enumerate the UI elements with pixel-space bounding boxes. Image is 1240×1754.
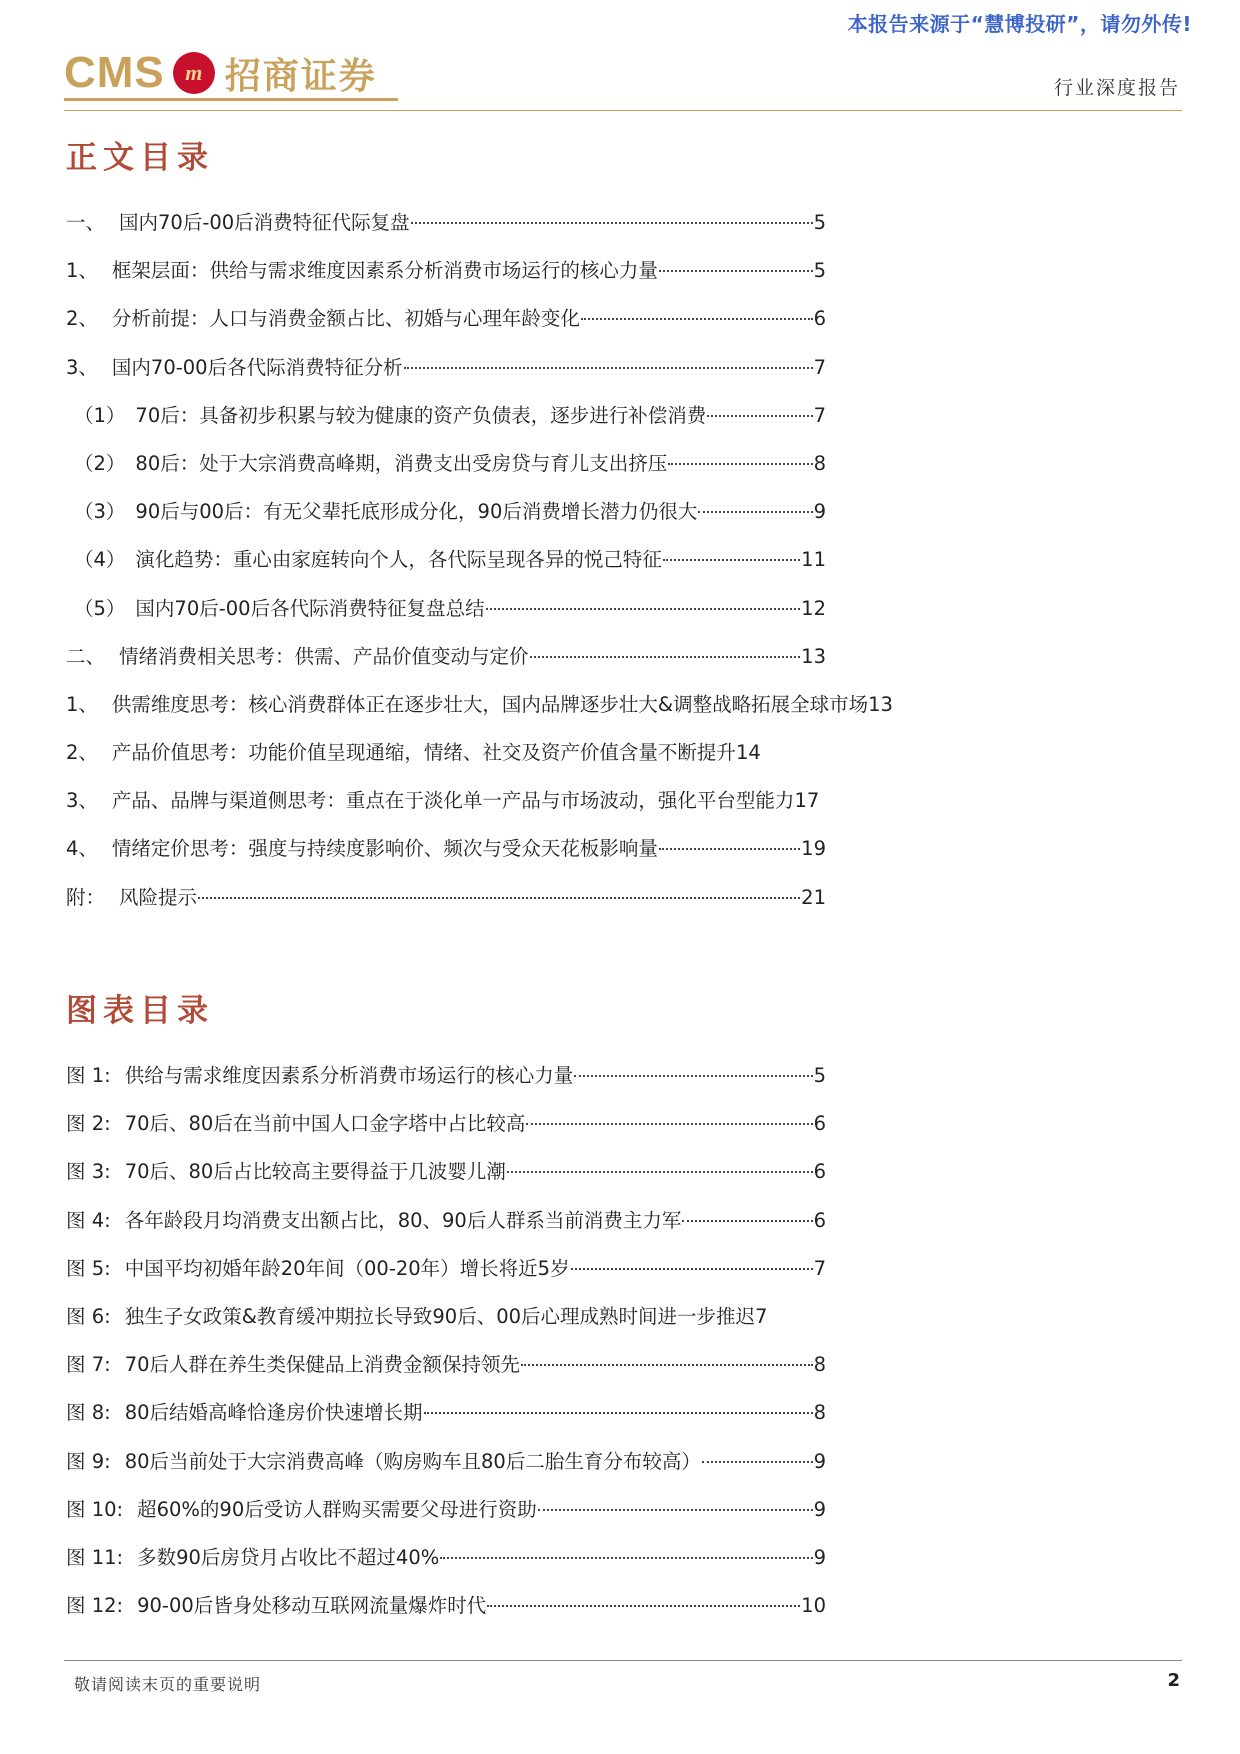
dot-leader [530, 656, 801, 658]
toc-entry[interactable] [66, 874, 826, 922]
toc-entry-page: 12 [801, 596, 826, 620]
figure-entry-page: 9 [813, 1497, 826, 1521]
figure-entry-page: 6 [813, 1208, 826, 1232]
toc-entry[interactable] [66, 681, 893, 729]
toc-entry-number: （5） [74, 596, 126, 620]
figure-entry-number: 图 11: [66, 1545, 124, 1569]
figure-entry-number: 图 4: [66, 1208, 111, 1232]
figure-entry-number: 图 6: [66, 1304, 111, 1328]
logo-chinese: 招商证券 [224, 55, 377, 97]
figure-entry-number: 图 10: [66, 1497, 124, 1521]
figure-entry-number: 图 2: [66, 1112, 111, 1136]
figure-entry[interactable] [66, 1534, 826, 1582]
toc-entry-number: 3、 [66, 789, 98, 813]
toc-entry-page: 8 [813, 451, 826, 475]
dot-leader [659, 270, 813, 272]
toc-entry-page: 7 [813, 355, 826, 379]
dot-leader [521, 1364, 813, 1366]
figure-entry-number: 图 12: [66, 1594, 124, 1618]
dot-leader [526, 1123, 812, 1125]
figure-entry-number: 图 8: [66, 1401, 111, 1425]
dot-leader [571, 1268, 813, 1270]
company-logo [64, 46, 377, 100]
dot-leader [702, 1461, 813, 1463]
toc-entry-page: 17 [794, 789, 820, 813]
dot-leader [486, 608, 801, 610]
toc-entry-page: 6 [813, 307, 826, 331]
figure-entry[interactable] [66, 1245, 826, 1293]
toc-entry-page: 7 [813, 403, 826, 427]
toc-entry[interactable] [66, 199, 826, 247]
toc-entry[interactable] [66, 440, 826, 488]
toc-entry-number: 4、 [66, 837, 98, 861]
toc-entry-page: 13 [801, 644, 826, 668]
figure-entry-number: 图 7: [66, 1353, 111, 1377]
toc-entry[interactable] [66, 825, 826, 873]
figure-entry-number: 图 3: [66, 1160, 111, 1184]
page-number: 2 [1167, 1670, 1180, 1691]
figure-entry-number: 图 9: [66, 1449, 111, 1473]
figure-entry-text: 80后当前处于大宗消费高峰（购房购车且80后二胎生育分布较高） [124, 1449, 701, 1473]
figure-entry[interactable] [66, 1100, 826, 1148]
dot-leader [659, 848, 800, 850]
figure-entry[interactable] [66, 1052, 826, 1100]
dot-leader [581, 318, 813, 320]
toc-entry-page: 14 [735, 741, 761, 765]
toc-entry-page: 9 [813, 500, 826, 524]
toc-entry-number: （1） [74, 403, 126, 427]
toc-entry[interactable] [66, 729, 826, 777]
toc-entry-text: 国内70后-00后消费特征代际复盘 [119, 211, 410, 234]
figure-entry[interactable] [66, 1582, 826, 1630]
figure-entry-text: 70后、80后在当前中国人口金字塔中占比较高 [124, 1112, 526, 1136]
toc-entry-text: 产品价值思考：功能价值呈现通缩，情绪、社交及资产价值含量不断提升 [111, 741, 736, 765]
figure-entry-page: 6 [813, 1160, 826, 1184]
toc-entry-text: 分析前提：人口与消费金额占比、初婚与心理年龄变化 [111, 307, 580, 331]
toc-entry-text: 风险提示 [119, 885, 198, 909]
figure-entry-text: 70后、80后占比较高主要得益于几波婴儿潮 [124, 1160, 506, 1184]
toc-entry-number: 1、 [66, 259, 98, 283]
figure-entry[interactable] [66, 1438, 826, 1486]
figure-entry-page: 7 [755, 1304, 768, 1328]
toc-entry-number: 3、 [66, 355, 98, 379]
toc-entry[interactable] [66, 344, 826, 392]
figure-entry-page: 10 [801, 1594, 826, 1618]
toc-entry-text: 情绪消费相关思考：供需、产品价值变动与定价 [119, 644, 529, 668]
toc-entry-number: 2、 [66, 307, 98, 331]
toc-entry-number: （2） [74, 451, 126, 475]
toc-entry-number: （4） [74, 548, 126, 572]
toc-entry[interactable] [66, 488, 826, 536]
toc-entry[interactable] [66, 777, 826, 825]
toc-entry[interactable] [66, 295, 826, 343]
figure-toc-title: 图表目录 [66, 993, 214, 1029]
dot-leader [424, 1412, 813, 1414]
toc-entry-number: 一、 [66, 211, 106, 234]
dot-leader [507, 1171, 813, 1173]
toc-entry-page: 21 [801, 885, 826, 909]
toc-entry-text: 70后：具备初步积累与较为健康的资产负债表，逐步进行补偿消费 [135, 403, 707, 427]
dot-leader [574, 1075, 812, 1077]
figure-entry[interactable] [66, 1293, 826, 1341]
footer-divider [64, 1660, 1182, 1661]
figure-entry-text: 80后结婚高峰恰逢房价快速增长期 [124, 1401, 423, 1425]
figure-entry[interactable] [66, 1197, 826, 1245]
toc-entry-page: 5 [813, 259, 826, 283]
toc-entry[interactable] [66, 392, 826, 440]
toc-entry-number: 附： [66, 885, 106, 909]
figure-entry-page: 7 [813, 1256, 826, 1280]
dot-leader [198, 897, 800, 899]
figure-entry-text: 供给与需求维度因素系分析消费市场运行的核心力量 [124, 1064, 574, 1087]
toc-entry-number: 1、 [66, 692, 98, 716]
toc-entry-page: 19 [801, 837, 826, 861]
toc-entry-text: 供需维度思考：核心消费群体正在逐步壮大，国内品牌逐步壮大&调整战略拓展全球市场 [111, 692, 869, 716]
figure-entry-page: 9 [813, 1449, 826, 1473]
dot-leader [440, 1557, 812, 1559]
figure-entry[interactable] [66, 1389, 826, 1437]
toc-entry-text: 80后：处于大宗消费高峰期，消费支出受房贷与育儿支出挤压 [135, 451, 668, 475]
figure-entry-page: 6 [813, 1112, 826, 1136]
toc-entry[interactable] [66, 536, 826, 584]
logo-latin: CMS [64, 48, 165, 97]
figure-toc-list [66, 1052, 826, 1630]
source-notice: 本报告来源于“慧博投研”，请勿外传! [847, 12, 1192, 36]
document-type: 行业深度报告 [1053, 77, 1180, 99]
toc-entry[interactable] [66, 247, 826, 295]
toc-entry[interactable] [66, 585, 826, 633]
figure-entry[interactable] [66, 1486, 826, 1534]
figure-entry-text: 多数90后房贷月占收比不超过40% [137, 1545, 440, 1569]
figure-entry-page: 9 [813, 1545, 826, 1569]
toc-entry-page: 5 [813, 211, 826, 234]
toc-entry-text: 国内70-00后各代际消费特征分析 [111, 355, 403, 379]
footer-note: 敬请阅读末页的重要说明 [74, 1675, 262, 1694]
toc-entry-page: 13 [868, 692, 893, 716]
dot-leader [682, 1220, 812, 1222]
header-divider [64, 110, 1182, 111]
logo-badge-icon: m [173, 52, 215, 94]
toc-entry-number: 二、 [66, 644, 106, 668]
toc-entry-text: 演化趋势：重心由家庭转向个人，各代际呈现各异的悦己特征 [135, 548, 662, 572]
dot-leader [663, 559, 800, 561]
figure-entry-text: 70后人群在养生类保健品上消费金额保持领先 [124, 1353, 521, 1377]
logo-underline [64, 98, 398, 101]
figure-entry[interactable] [66, 1341, 826, 1389]
dot-leader [404, 367, 813, 369]
dot-leader [668, 463, 812, 465]
figure-entry[interactable] [66, 1148, 826, 1196]
figure-entry-text: 中国平均初婚年龄20年间（00-20年）增长将近5岁 [124, 1256, 570, 1280]
toc-entry-text: 90后与00后：有无父辈托底形成分化，90后消费增长潜力仍很大 [135, 500, 698, 524]
toc-title: 正文目录 [66, 140, 214, 176]
toc-entry-text: 情绪定价思考：强度与持续度影响价、频次与受众天花板影响量 [111, 837, 658, 861]
dot-leader [487, 1605, 800, 1607]
figure-entry-page: 8 [813, 1353, 826, 1377]
figure-entry-page: 8 [813, 1401, 826, 1425]
dot-leader [698, 511, 812, 513]
figure-entry-page: 5 [813, 1064, 826, 1087]
figure-entry-number: 图 5: [66, 1256, 111, 1280]
figure-entry-text: 独生子女政策&教育缓冲期拉长导致90后、00后心理成熟时间进一步推迟 [124, 1304, 756, 1328]
toc-entry-text: 国内70后-00后各代际消费特征复盘总结 [135, 596, 485, 620]
figure-entry-text: 90-00后皆身处移动互联网流量爆炸时代 [137, 1594, 487, 1618]
dot-leader [411, 222, 813, 224]
toc-list [66, 199, 893, 922]
dot-leader [707, 415, 812, 417]
toc-entry-number: （3） [74, 500, 126, 524]
figure-entry-text: 超60%的90后受访人群购买需要父母进行资助 [137, 1497, 537, 1521]
toc-entry-text: 框架层面：供给与需求维度因素系分析消费市场运行的核心力量 [111, 259, 658, 283]
figure-entry-number: 图 1: [66, 1064, 111, 1087]
toc-entry[interactable] [66, 633, 826, 681]
figure-entry-text: 各年龄段月均消费支出额占比，80、90后人群系当前消费主力军 [124, 1208, 682, 1232]
toc-entry-page: 11 [801, 548, 826, 572]
toc-entry-number: 2、 [66, 741, 98, 765]
toc-entry-text: 产品、品牌与渠道侧思考：重点在于淡化单一产品与市场波动，强化平台型能力 [111, 789, 795, 813]
dot-leader [538, 1509, 813, 1511]
